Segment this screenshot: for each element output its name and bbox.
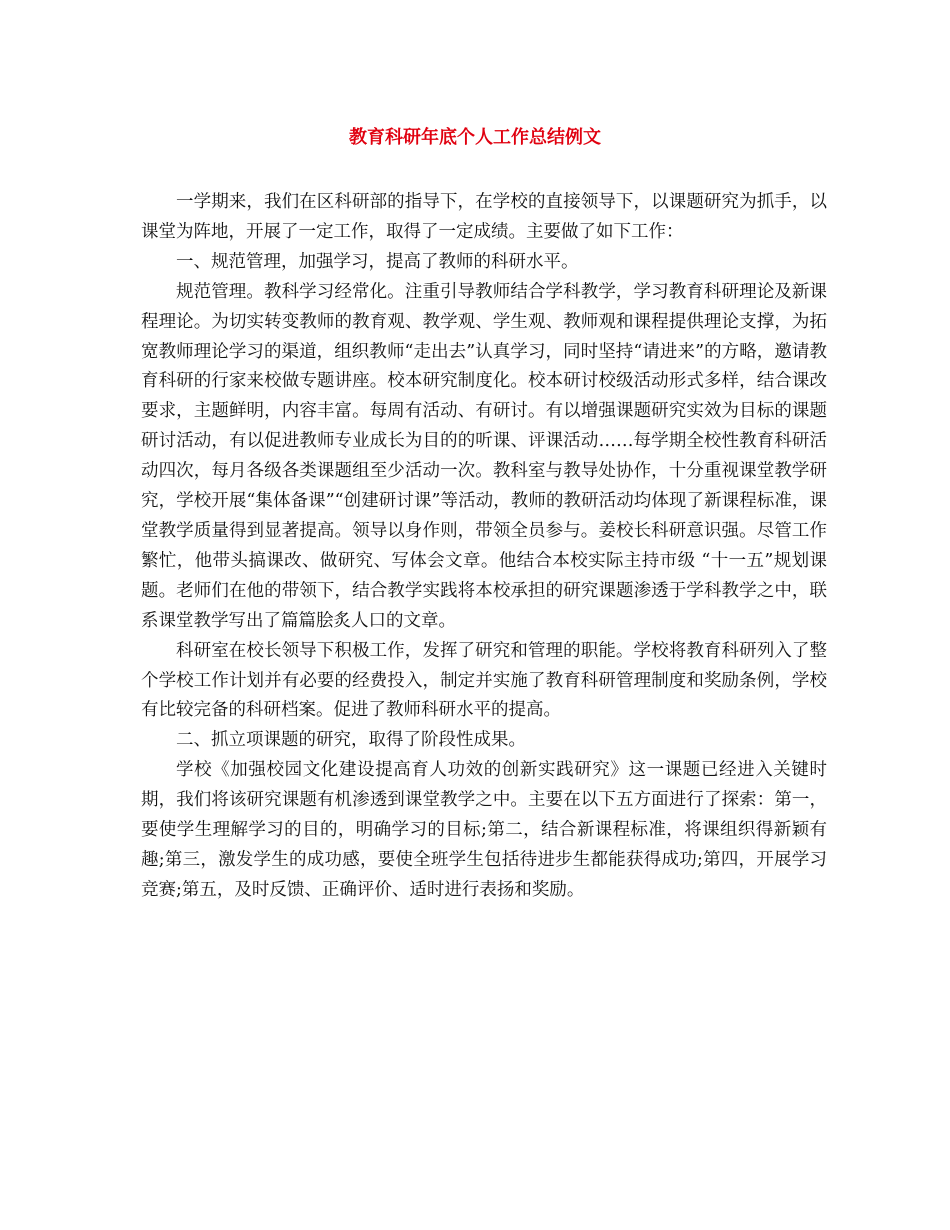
section-heading-2: 二、抓立项课题的研究，取得了阶段性成果。 bbox=[176, 730, 526, 751]
document-title: 教育科研年底个人工作总结例文 bbox=[349, 127, 601, 148]
paragraph-research-office: 科研室在校长领导下积极工作，发挥了研究和管理的职能。学校将教育科研列入了整个学校工作计划并有必要的经费投入，制定并实施了教育科研管理制度和奖励条例，学校有比较完备的科研档案。促进了教师科研水平的提高。 bbox=[141, 640, 827, 721]
paragraph-intro: 一学期来，我们在区科研部的指导下，在学校的直接领导下，以课题研究为抓手，以课堂为阵地，开展了一定工作，取得了一定成绩。主要做了如下工作： bbox=[141, 192, 827, 242]
document-body bbox=[141, 188, 827, 906]
paragraph-project: 学校《加强校园文化建设提高育人功效的创新实践研究》这一课题已经进入关键时期，我们将该研究课题有机渗透到课堂教学之中。主要在以下五方面进行了探索：第一，要使学生理解学习的目的，明确学习的目标;第二，结合新课程标准，将课组织得新颖有趣;第三，激发学生的成功感，要使全班学生包括待进步生都能获得成功;第四，开展学习竞赛;第五，及时反馈、正确评价、适时进行表扬和奖励。 bbox=[141, 760, 827, 900]
paragraph-management: 规范管理。教科学习经常化。注重引导教师结合学科教学，学习教育科研理论及新课程理论。为切实转变教师的教育观、教学观、学生观、教师观和课程提供理论支撑，为拓宽教师理论学习的渠道，组织教师“走出去”认真学习，同时坚持“请进来”的方略，邀请教育科研的行家来校做专题讲座。校本研究制度化。校本研讨校级活动形式多样，结合课改要求，主题鲜明，内容丰富。每周有活动、有研讨。有以增强课题研究实效为目标的课题研讨活动，有以促进教师专业成长为目的的听课、评课活动……每学期全校性教育科研活动四次，每月各级各类课题组至少活动一次。教科室与教导处协作，十分重视课堂教学研究，学校开展“集体备课”“创建研讨课”等活动，教师的教研活动均体现了新课程标准，课堂教学质量得到显著提高。领导以身作则，带领全员参与。姜校长科研意识强。尽管工作繁忙，他带头搞课改、做研究、写体会文章。他结合本校实际主持市级 “十一五”规划课题。老师们在他的带领下，结合教学实践将本校承担的研究课题渗透于学科教学之中，联系课堂教学写出了篇篇脍炙人口的文章。 bbox=[141, 281, 827, 631]
section-heading-1: 一、规范管理，加强学习，提高了教师的科研水平。 bbox=[176, 251, 579, 272]
